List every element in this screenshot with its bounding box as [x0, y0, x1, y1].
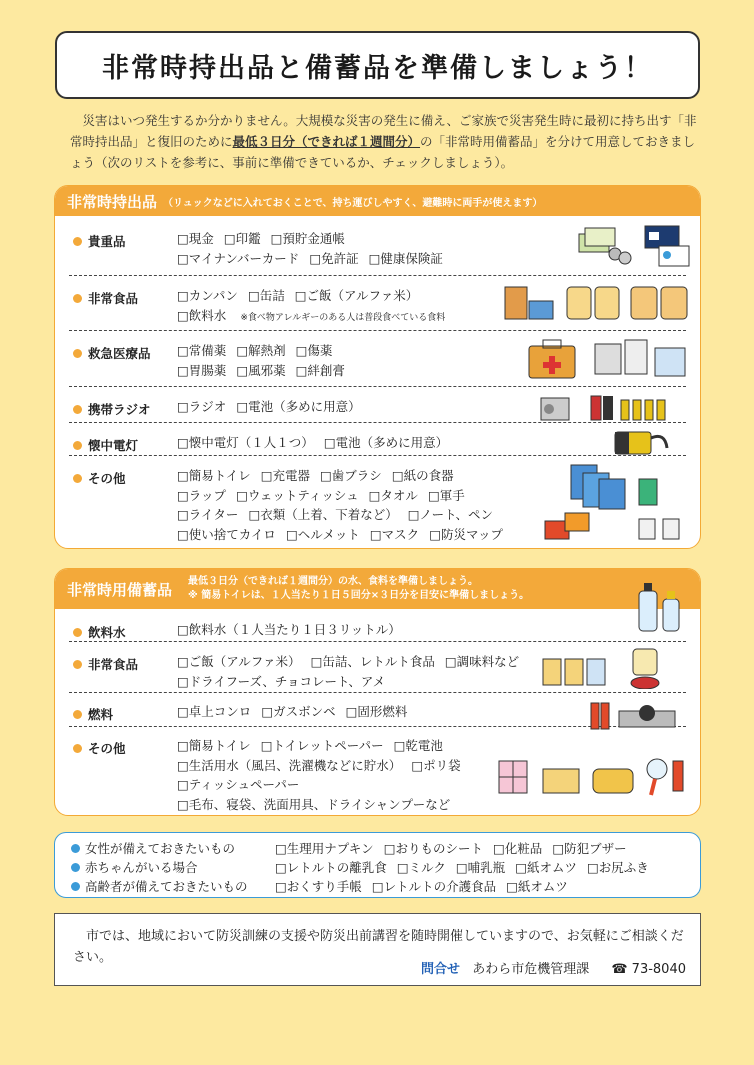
- category-label: [73, 705, 113, 723]
- checklist-item[interactable]: □ウェットティッシュ: [236, 487, 359, 503]
- checklist-item[interactable]: □簡易トイレ: [177, 468, 251, 483]
- bullet-dot-icon: [73, 349, 82, 358]
- category-name: 飲料水: [88, 625, 126, 640]
- checklist-item[interactable]: □紙の食器: [391, 468, 454, 483]
- checklist-item[interactable]: □調味料など: [444, 654, 520, 669]
- checklist-item[interactable]: □おくすり手帳: [275, 879, 362, 894]
- checklist-item[interactable]: □電池（多めに用意）: [236, 399, 361, 414]
- stove-illustration: [589, 697, 689, 731]
- category-name: その他: [88, 471, 126, 486]
- checklist-item[interactable]: □ノート、ペン: [407, 507, 494, 522]
- checklist-item[interactable]: □歯ブラシ: [320, 468, 382, 483]
- bullet-dot-icon: [73, 744, 82, 753]
- category-label: [73, 655, 138, 673]
- special-needs-row: [71, 839, 637, 857]
- carry-category-row: [69, 428, 686, 456]
- valuables-illustration: [575, 224, 693, 268]
- checklist-item[interactable]: □マイナンバーカード: [177, 250, 300, 266]
- checklist-line: [177, 652, 529, 672]
- checklist-line: [177, 306, 445, 329]
- checklist-item[interactable]: □免許証: [309, 250, 359, 266]
- category-label: [73, 623, 126, 641]
- category-name: 非常食品: [88, 291, 139, 306]
- checklist-item[interactable]: □ラジオ: [177, 399, 227, 414]
- special-needs-label: 高齢者が備えておきたいもの: [85, 879, 248, 894]
- checklist-item[interactable]: □風邪薬: [236, 362, 286, 378]
- checklist-items: [177, 466, 513, 544]
- checklist-item[interactable]: □飲料水（１人当たり１日３リットル）: [177, 622, 401, 637]
- misc-supplies-illustration: [543, 461, 693, 543]
- checklist-item[interactable]: □使い捨てカイロ: [177, 526, 276, 542]
- checklist-line: [177, 486, 513, 506]
- checklist-items: [177, 286, 445, 328]
- checklist-item[interactable]: □乾電池: [393, 738, 443, 753]
- checklist-item[interactable]: □軍手: [427, 487, 465, 503]
- checklist-item[interactable]: □ドライフーズ、チョコレート、アメ: [177, 673, 386, 689]
- checklist-item[interactable]: □健康保険証: [368, 250, 443, 266]
- stock-category-row: [69, 615, 686, 642]
- checklist-items: [177, 229, 453, 268]
- checklist-item[interactable]: □生理用ナプキン: [275, 841, 374, 856]
- checklist-item[interactable]: □防災マップ: [429, 526, 503, 542]
- checklist-line: [177, 249, 453, 269]
- intro-text: [70, 110, 700, 173]
- bullet-dot-icon: [71, 844, 80, 853]
- stock-notes: [188, 575, 529, 603]
- checklist-line: [177, 525, 513, 545]
- checklist-items: [177, 433, 458, 453]
- checklist-line: [177, 736, 471, 756]
- carry-title: 非常時持出品: [67, 192, 158, 211]
- checklist-item[interactable]: □缶詰、レトルト食品: [310, 654, 435, 669]
- checklist-item[interactable]: □おりものシート: [383, 841, 483, 856]
- water-bottle-illustration: [635, 581, 685, 633]
- checklist-line: [177, 620, 411, 640]
- checklist-item[interactable]: □絆創膏: [295, 362, 345, 378]
- checklist-line: [177, 229, 453, 249]
- checklist-item[interactable]: □お尻ふき: [587, 860, 649, 875]
- carry-note: （リュックなどに入れておくことで、持ち運びしやすく、避難時に両手が使えます）: [163, 197, 543, 209]
- checklist-item[interactable]: □ポリ袋: [411, 757, 461, 773]
- category-label: [73, 739, 126, 757]
- checklist-line: [177, 702, 417, 722]
- checklist-item[interactable]: □現金: [177, 231, 214, 246]
- checklist-item[interactable]: □預貯金通帳: [270, 231, 345, 246]
- category-label: [73, 436, 138, 454]
- bullet-dot-icon: [73, 628, 82, 637]
- checklist-items: [177, 652, 529, 691]
- checklist-line: [177, 433, 458, 453]
- checklist-item[interactable]: □ヘルメット: [285, 526, 360, 542]
- checklist-items: [177, 397, 371, 417]
- bullet-dot-icon: [73, 710, 82, 719]
- checklist-item[interactable]: □ガスボンベ: [261, 704, 336, 719]
- checklist-item[interactable]: □哺乳瓶: [455, 860, 506, 875]
- category-label: [73, 232, 126, 250]
- checklist-line: [177, 361, 355, 381]
- intro-emphasis: 最低３日分（できれば１週間分）: [232, 134, 421, 149]
- checklist-item[interactable]: □毛布、寝袋、洗面用具、ドライシャンプーなど: [177, 796, 451, 812]
- checklist-items: [177, 341, 355, 380]
- intro-before: 災害はいつ発生するか分かりません。大規模な災害の発生に備え、ご家族で災害発生時に最初に持ち出す「非常時持出品」と復旧のために: [70, 113, 697, 149]
- checklist-item[interactable]: □ティッシュペーパー: [177, 777, 300, 792]
- checklist-line: [177, 397, 371, 417]
- item-note: ※食べ物アレルギーのある人は普段食べている食料: [240, 312, 446, 323]
- intro-after: の「非常時用備蓄品」を分けて用意しておきましょう（次のリストを参考に、事前に準備できているか、チェックしましょう）。: [70, 134, 696, 170]
- checklist-item[interactable]: □マスク: [369, 526, 420, 542]
- checklist-item[interactable]: □充電器: [260, 468, 310, 483]
- checklist-item[interactable]: □ご飯（アルファ米）: [294, 288, 419, 303]
- bullet-dot-icon: [71, 882, 80, 891]
- checklist-item[interactable]: □胃腸薬: [177, 362, 227, 378]
- department-name: あわら市危機管理課: [472, 962, 590, 977]
- carry-header: [55, 186, 700, 216]
- checklist-item[interactable]: □常備薬: [177, 343, 227, 358]
- checklist-item[interactable]: □トイレットペーパー: [260, 738, 384, 753]
- title-box: [55, 31, 700, 99]
- stock-section: [54, 568, 701, 816]
- flashlight-illustration: [611, 428, 671, 458]
- checklist-item[interactable]: □傷薬: [295, 343, 333, 358]
- special-needs-label: 女性が備えておきたいもの: [85, 841, 236, 856]
- checklist-item[interactable]: □簡易トイレ: [177, 738, 251, 753]
- stock-header: [55, 569, 700, 609]
- checklist-item[interactable]: □レトルトの介護食品: [371, 879, 497, 894]
- stock-food-illustration: [541, 647, 677, 689]
- checklist-line: [177, 286, 445, 306]
- stock-note-2: ※ 簡易トイレは、１人当たり１日５回分×３日分を目安に準備しましょう。: [188, 590, 530, 601]
- page-title: 非常時持出品と備蓄品を準備しましょう！: [102, 52, 653, 84]
- bullet-dot-icon: [73, 660, 82, 669]
- stock-title: 非常時用備蓄品: [67, 580, 173, 599]
- category-label: [73, 469, 126, 487]
- radio-illustration: [539, 392, 693, 422]
- first-aid-illustration: [525, 336, 693, 380]
- checklist-item[interactable]: □紙オムツ: [515, 860, 577, 875]
- special-needs-row: [71, 858, 659, 876]
- category-name: 携帯ラジオ: [88, 402, 151, 417]
- checklist-item[interactable]: □ミルク: [396, 860, 446, 875]
- contact-text: 市では、地域において防災訓練の支援や防災出前講習を随時開催していますので、お気軽にご相談ください。: [73, 929, 684, 965]
- checklist-item[interactable]: □固形燃料: [345, 704, 408, 719]
- checklist-item[interactable]: □ラップ: [177, 487, 227, 503]
- special-needs-label: 赤ちゃんがいる場合: [85, 860, 198, 875]
- checklist-item[interactable]: □飲料水: [177, 307, 227, 323]
- phone-number: ☎ 73-8040: [611, 962, 686, 977]
- category-name: その他: [88, 741, 126, 756]
- stock-note-1: 最低３日分（できれば１週間分）の水、食料を準備しましょう。: [188, 576, 479, 587]
- checklist-item[interactable]: □電池（多めに用意）: [323, 435, 449, 450]
- category-name: 救急医療品: [88, 346, 151, 361]
- bullet-dot-icon: [73, 237, 82, 246]
- checklist-item[interactable]: □生活用水（風呂、洗濯機などに貯水）: [177, 757, 402, 773]
- special-needs-row: [71, 877, 578, 895]
- checklist-items: [177, 620, 411, 640]
- category-name: 燃料: [88, 707, 114, 722]
- checklist-line: [177, 505, 513, 525]
- category-name: 貴重品: [88, 234, 126, 249]
- checklist-items: [177, 736, 471, 814]
- checklist-item[interactable]: □ご飯（アルファ米）: [177, 654, 301, 669]
- category-label: [73, 289, 138, 307]
- bullet-dot-icon: [71, 863, 80, 872]
- checklist-line: [177, 466, 513, 486]
- stock-misc-illustration: [497, 747, 695, 807]
- carry-section: [54, 185, 701, 549]
- bullet-dot-icon: [73, 474, 82, 483]
- checklist-item[interactable]: □缶詰: [247, 288, 285, 303]
- checklist-item[interactable]: □卓上コンロ: [177, 704, 252, 719]
- checklist-items: [177, 702, 417, 722]
- checklist-item[interactable]: □解熱剤: [236, 343, 286, 358]
- checklist-item[interactable]: □紙オムツ: [506, 879, 568, 894]
- checklist-line: [177, 795, 471, 815]
- checklist-item[interactable]: □印鑑: [223, 231, 261, 246]
- checklist-line: [177, 341, 355, 361]
- bullet-dot-icon: [73, 405, 82, 414]
- bullet-dot-icon: [73, 441, 82, 450]
- checklist-line: [177, 756, 471, 776]
- category-name: 非常食品: [88, 657, 139, 672]
- category-label: [73, 400, 151, 418]
- checklist-item[interactable]: □化粧品: [493, 841, 543, 856]
- checklist-line: [177, 672, 529, 692]
- checklist-item[interactable]: □レトルトの離乳食: [275, 860, 387, 875]
- special-needs-box: [54, 832, 701, 898]
- checklist-item[interactable]: □タオル: [368, 487, 418, 503]
- checklist-item[interactable]: □懐中電灯（１人１つ）: [177, 435, 314, 450]
- checklist-item[interactable]: □カンパン: [177, 288, 238, 303]
- category-name: 懐中電灯: [88, 438, 139, 453]
- checklist-item[interactable]: □衣類（上着、下着など）: [248, 507, 398, 522]
- bullet-dot-icon: [73, 294, 82, 303]
- contact-footer: [421, 958, 686, 977]
- checklist-line: [177, 775, 471, 795]
- checklist-item[interactable]: □防犯ブザー: [552, 841, 627, 856]
- inquiry-label: 問合せ: [421, 962, 461, 977]
- food-illustration: [503, 281, 693, 323]
- category-label: [73, 344, 151, 362]
- checklist-item[interactable]: □ライター: [177, 507, 239, 522]
- contact-box: [54, 913, 701, 986]
